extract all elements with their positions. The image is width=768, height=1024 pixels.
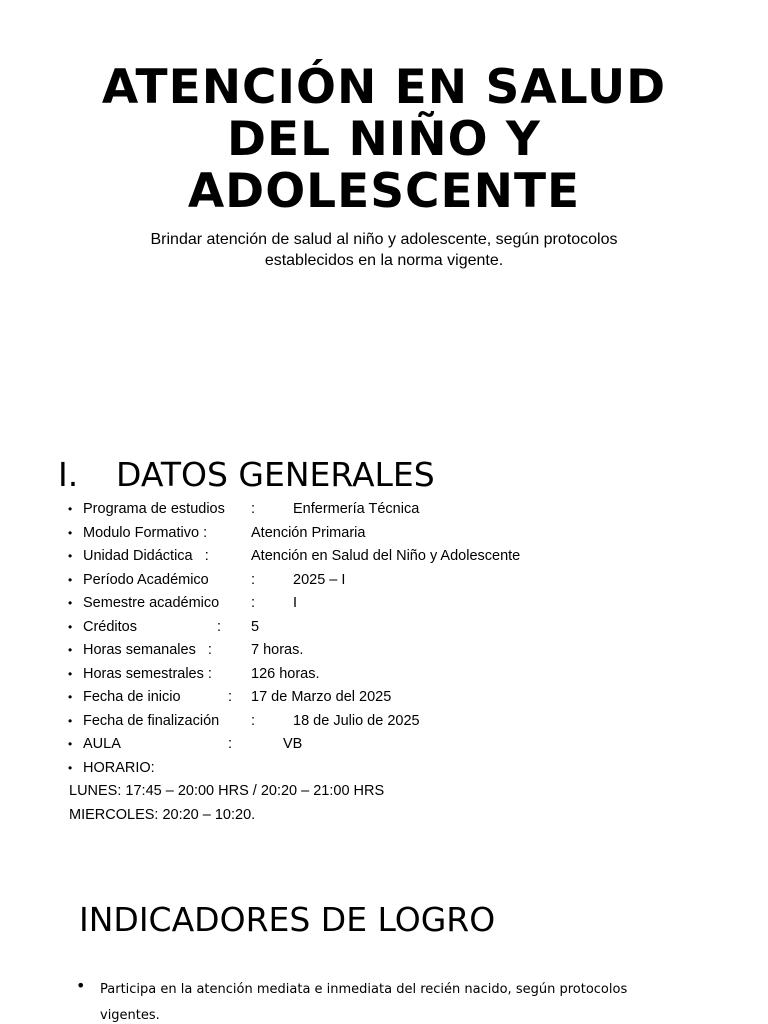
item-label: Período Académico [83, 571, 209, 588]
item-label: Fecha de inicio [83, 689, 181, 705]
title-line-2: DEL NIÑO Y [227, 112, 541, 167]
item-colon: : [228, 689, 233, 705]
bullet-icon: • [68, 619, 73, 634]
item-label: HORARIO: [83, 759, 155, 776]
item-label: Fecha de finalización [83, 712, 220, 729]
datos-generales-heading [58, 455, 435, 495]
subtitle-line-2: establecidos en la norma vigente. [264, 252, 504, 269]
item-value: Enfermería Técnica [293, 501, 420, 517]
bullet-icon: • [68, 760, 73, 775]
item-colon: : [228, 736, 233, 752]
item-value: Atención Primaria [251, 524, 366, 541]
bullet-icon: • [68, 690, 73, 704]
bullet-icon: • [68, 666, 73, 681]
section-title: DATOS GENERALES [116, 455, 435, 494]
item-colon: : [217, 618, 222, 635]
item-colon: : [251, 712, 256, 729]
item-value: 17 de Marzo del 2025 [251, 689, 392, 705]
bullet-icon: • [68, 502, 73, 516]
subtitle-line-1: Brindar atención de salud al niño y adolescente, según protocolos [150, 231, 618, 248]
item-value: 7 horas. [251, 642, 304, 658]
item-value: 2025 – I [293, 571, 346, 588]
item-label: Modulo Formativo : [83, 524, 208, 541]
item-label: AULA [83, 736, 121, 752]
item-label: Horas semanales : [83, 642, 212, 658]
bullet-icon: • [68, 713, 73, 728]
item-label: Programa de estudios [83, 501, 225, 517]
bullet-icon: • [68, 596, 73, 610]
bullet-icon: • [76, 976, 86, 995]
item-value: 18 de Julio de 2025 [293, 712, 420, 729]
bullet-icon: • [68, 572, 73, 587]
bullet-icon: • [68, 549, 73, 563]
item-value: VB [283, 736, 303, 752]
item-colon: : [251, 595, 256, 611]
item-value: Atención en Salud del Niño y Adolescente [251, 548, 521, 564]
document-title [0, 62, 768, 218]
bullet-icon: • [68, 525, 73, 540]
title-line-3: ADOLESCENTE [187, 164, 581, 219]
indicator-line-1: Participa en la atención mediata e inmediata del recién nacido, según protocolos [100, 982, 628, 997]
indicadores-heading: INDICADORES DE LOGRO [79, 900, 496, 939]
bullet-icon: • [68, 737, 73, 751]
section-number: I. [58, 455, 79, 494]
item-colon: : [251, 501, 256, 517]
item-value: 5 [251, 618, 260, 635]
item-value: 126 horas. [251, 665, 320, 682]
indicator-list-item [76, 977, 676, 1024]
schedule-line-2: MIERCOLES: 20:20 – 10:20. [69, 807, 256, 823]
schedule-line-1: LUNES: 17:45 – 20:00 HRS / 20:20 – 21:00 HRS [69, 783, 385, 799]
item-label: Horas semestrales : [83, 665, 212, 682]
item-colon: : [251, 571, 256, 588]
document-subtitle [100, 229, 668, 271]
indicator-line-2: vigentes. [100, 1008, 160, 1023]
bullet-icon: • [68, 643, 73, 657]
item-label: Unidad Didáctica : [83, 548, 209, 564]
title-line-1: ATENCIÓN EN SALUD [101, 60, 667, 115]
item-value: I [293, 595, 298, 611]
item-label: Semestre académico [83, 595, 220, 611]
item-label: Créditos [83, 618, 137, 635]
